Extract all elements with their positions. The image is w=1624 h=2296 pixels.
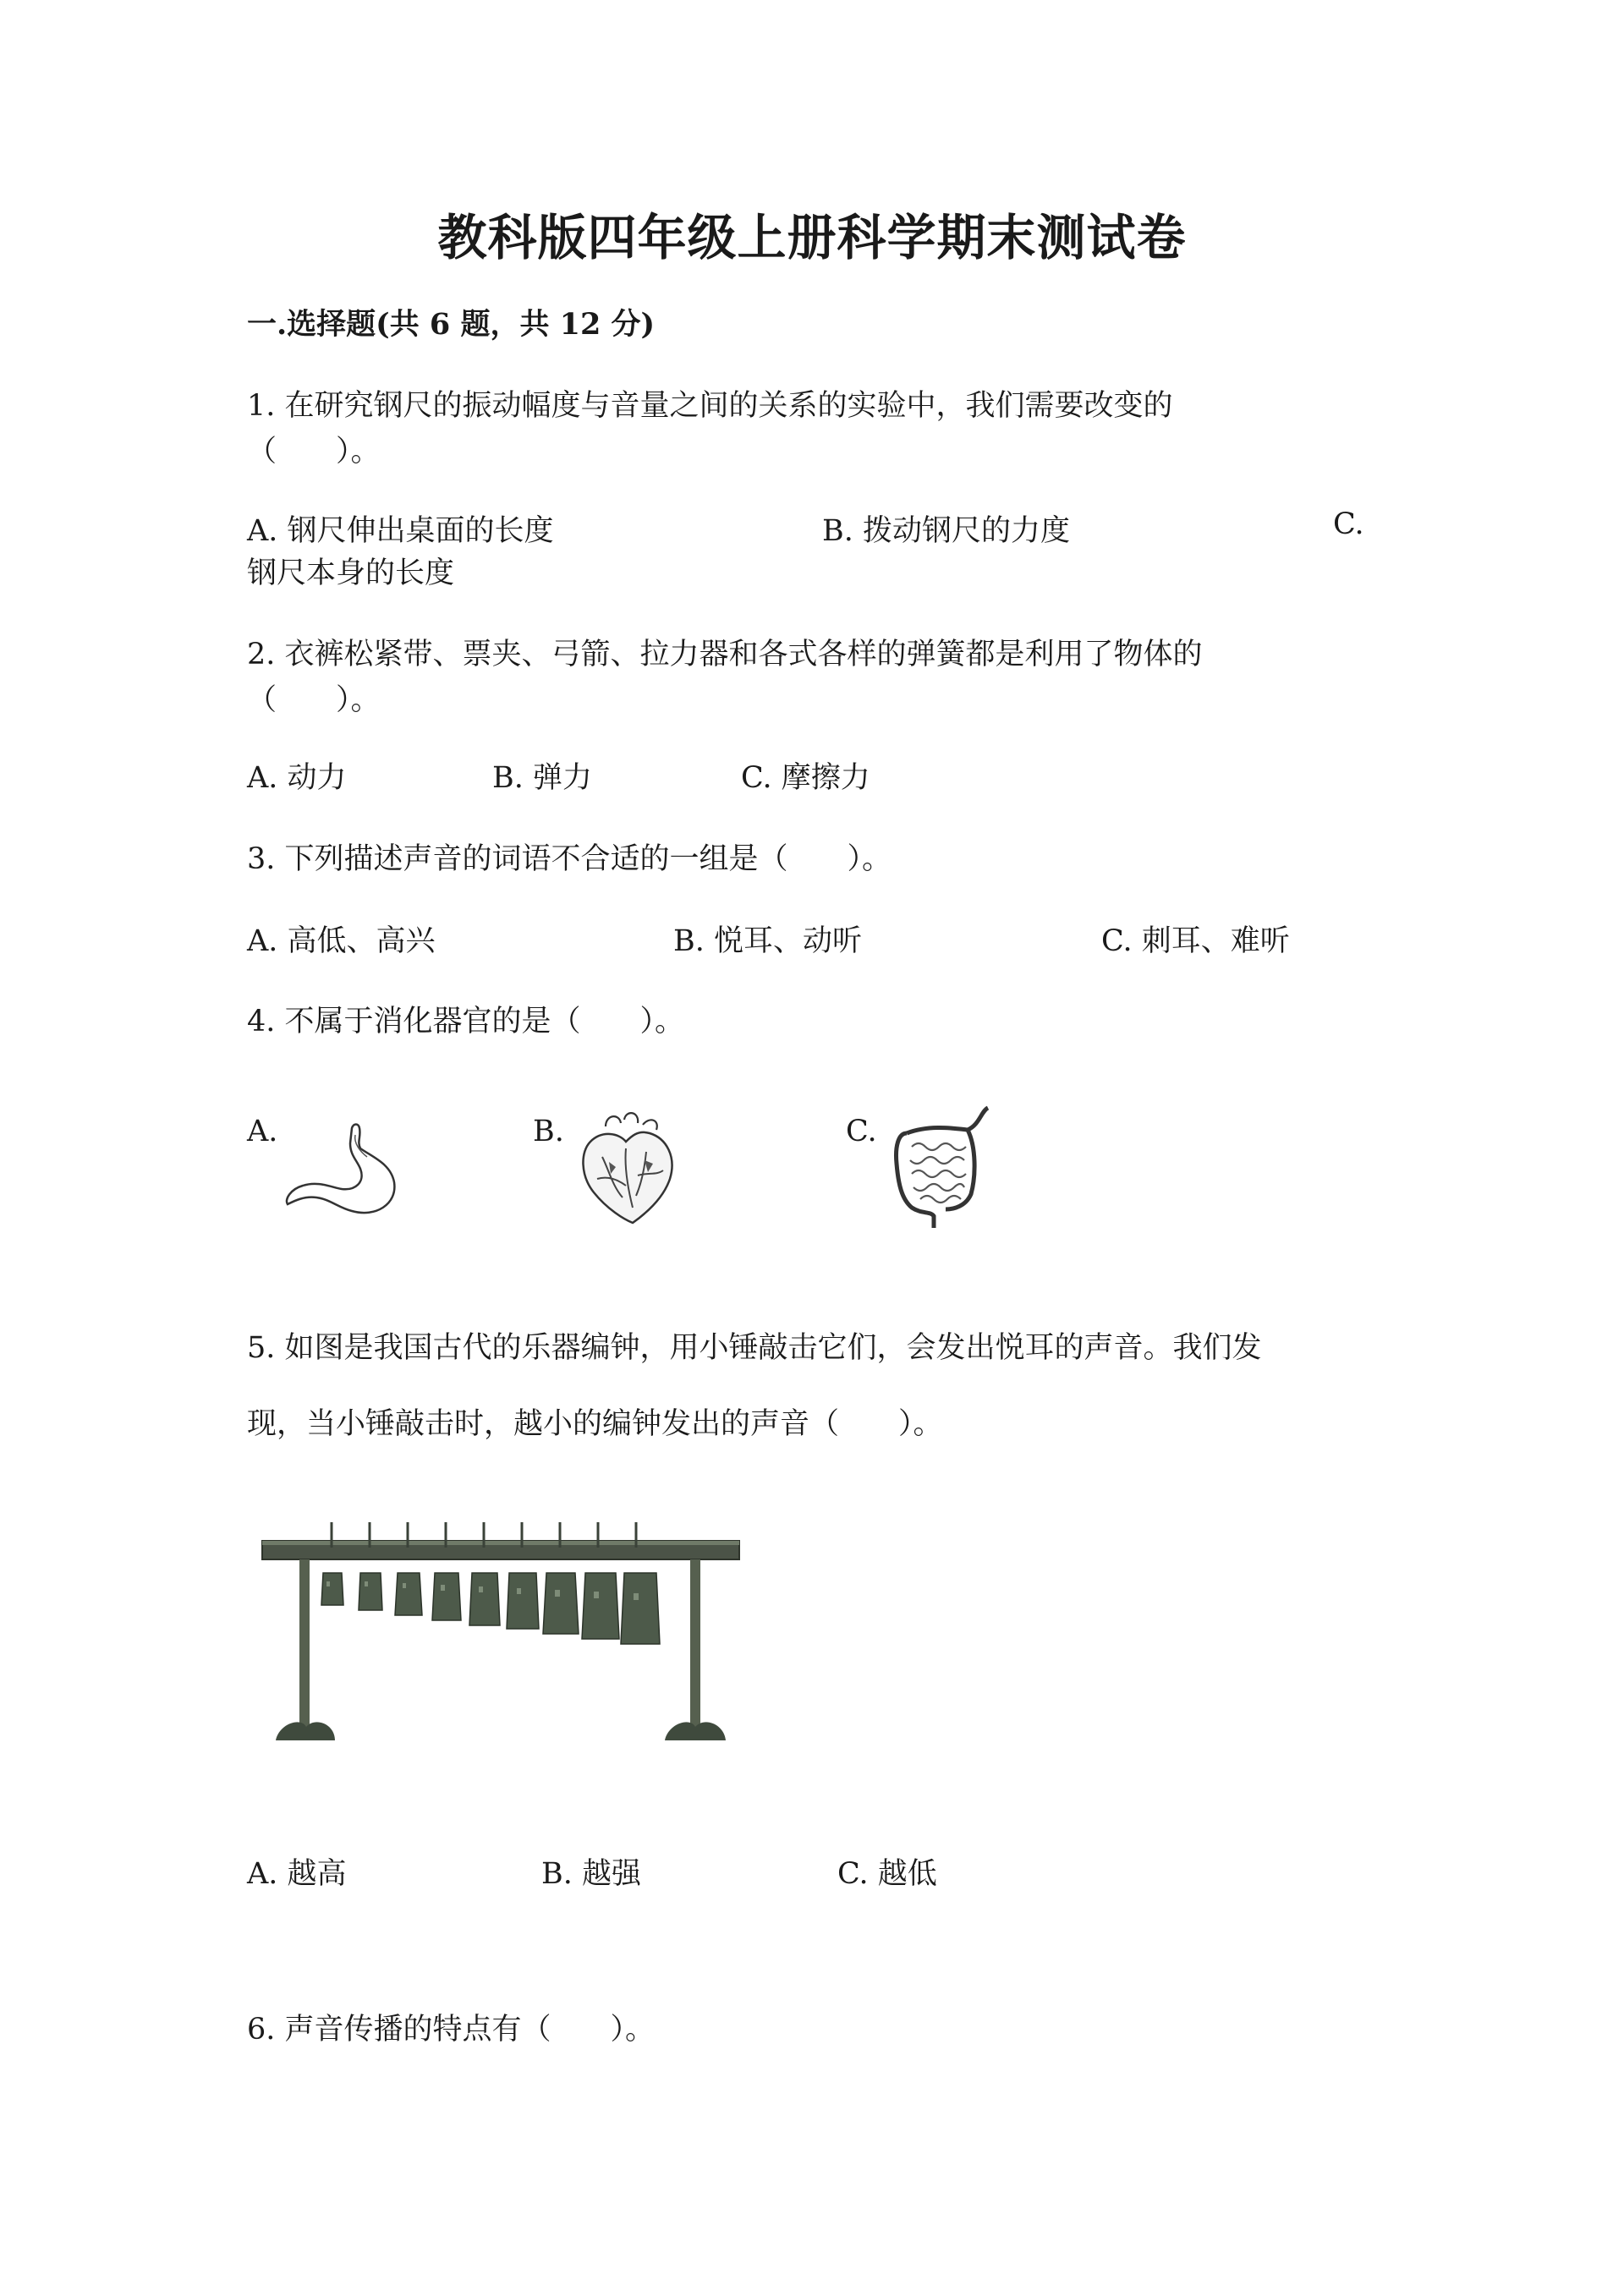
question-1-option-a[interactable]: A. 钢尺伸出桌面的长度 — [247, 514, 554, 548]
question-5-stem-line2: 现，当小锤敲击时，越小的编钟发出的声音（ ）。 — [247, 1407, 943, 1441]
question-3-stem: 3. 下列描述声音的词语不合适的一组是（ ）。 — [247, 842, 892, 876]
chime-bells-illustration — [254, 1514, 744, 1767]
question-4-option-b[interactable]: B. — [533, 1115, 564, 1148]
question-2-stem: 2. 衣裤松紧带、票夹、弓箭、拉力器和各式各样的弹簧都是利用了物体的 — [247, 638, 1203, 671]
section-heading: 一.选择题(共 6 题，共 12 分) — [247, 307, 656, 342]
question-5-option-b[interactable]: B. 越强 — [541, 1857, 641, 1891]
intestine-icon — [886, 1099, 996, 1235]
heart-icon — [572, 1108, 682, 1226]
question-4-option-a[interactable]: A. — [247, 1115, 278, 1148]
question-5-option-a[interactable]: A. 越高 — [247, 1857, 347, 1891]
question-1-option-b[interactable]: B. 拨动钢尺的力度 — [822, 514, 1070, 548]
question-2-option-a[interactable]: A. 动力 — [247, 761, 347, 795]
question-1-stem: 1. 在研究钢尺的振动幅度与音量之间的关系的实验中，我们需要改变的 — [247, 389, 1173, 423]
question-5-stem: 5. 如图是我国古代的乐器编钟，用小锤敲击它们，会发出悦耳的声音。我们发 — [247, 1331, 1262, 1365]
page-title: 教科版四年级上册科学期末测试卷 — [437, 209, 1187, 266]
question-2-option-c[interactable]: C. 摩擦力 — [741, 761, 870, 795]
question-4-option-c[interactable]: C. — [846, 1115, 877, 1148]
question-4-stem: 4. 不属于消化器官的是（ ）。 — [247, 1005, 685, 1038]
question-6-stem: 6. 声音传播的特点有（ ）。 — [247, 2013, 656, 2047]
question-5-option-c[interactable]: C. 越低 — [837, 1857, 937, 1891]
question-3-option-a[interactable]: A. 高低、高兴 — [247, 924, 436, 958]
question-1-blank: （ ）。 — [247, 435, 381, 469]
question-2-blank: （ ）。 — [247, 683, 381, 717]
question-1-option-c[interactable]: C. — [1333, 507, 1364, 541]
stomach-icon — [279, 1116, 406, 1218]
question-3-option-c[interactable]: C. 刺耳、难听 — [1101, 924, 1290, 958]
question-2-option-b[interactable]: B. 弹力 — [492, 761, 592, 795]
question-3-option-b[interactable]: B. 悦耳、动听 — [673, 924, 862, 958]
question-1-option-c-text: 钢尺本身的长度 — [247, 556, 455, 590]
